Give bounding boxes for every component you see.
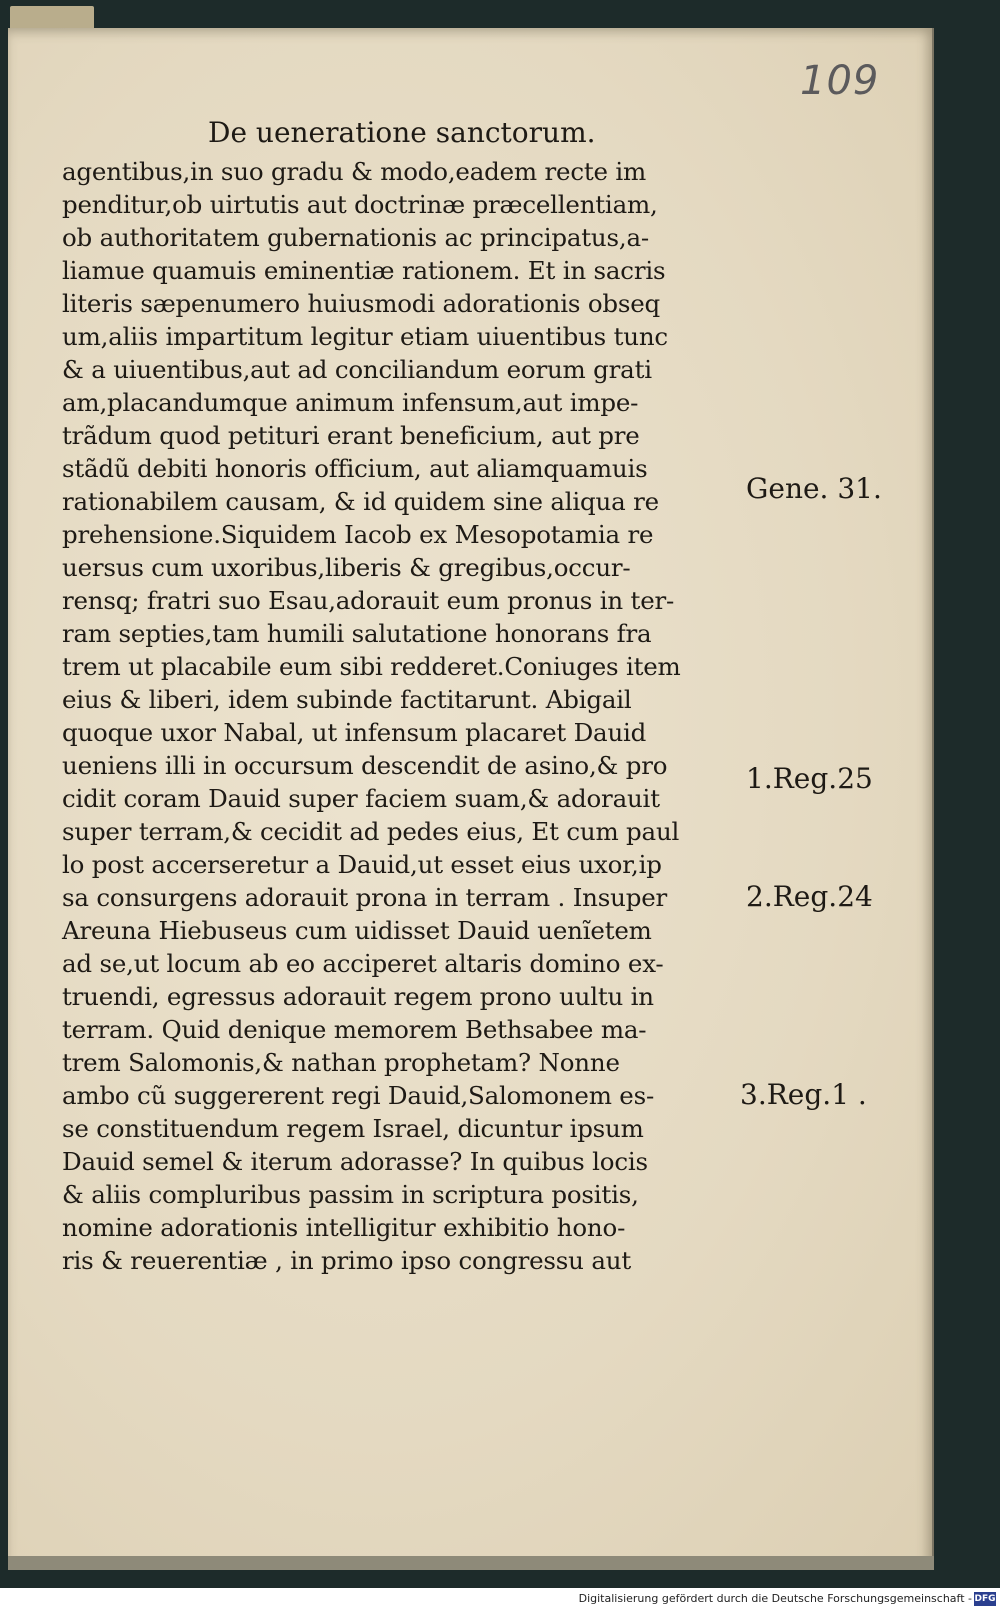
text-line: rensq; fratri suo Esau,adorauit eum pronus in ter- [62, 586, 675, 615]
text-line: ad se,ut locum ab eo acciperet altaris domino ex- [62, 949, 664, 978]
text-line: ob authoritatem gubernationis ac principatus,a- [62, 223, 649, 252]
text-line: trãdum quod petituri erant beneficium, aut pre [62, 421, 640, 450]
dfg-logo-icon: DFG [974, 1594, 996, 1604]
text-line: cidit coram Dauid super faciem suam,& adorauit [62, 784, 660, 813]
margin-note-3-reg: 3.Reg.1 . [740, 1078, 867, 1111]
text-line: ris & reuerentiæ , in primo ipso congressu aut [62, 1246, 631, 1275]
book-edge-tab [10, 6, 94, 30]
text-line: trem ut placabile eum sibi redderet.Coniuges item [62, 652, 681, 681]
text-line: ram septies,tam humili salutatione honorans fra [62, 619, 652, 648]
text-line: ueniens illi in occursum descendit de asino,& pro [62, 751, 668, 780]
text-line: Areuna Hiebuseus cum uidisset Dauid uenĩetem [62, 916, 652, 945]
text-line: penditur,ob uirtutis aut doctrinæ præcellentiam, [62, 190, 658, 219]
text-line: lo post accerseretur a Dauid,ut esset eius uxor,ip [62, 850, 662, 879]
text-line: & a uiuentibus,aut ad conciliandum eorum grati [62, 355, 652, 384]
text-line: stãdũ debiti honoris officium, aut aliamquamuis [62, 454, 648, 483]
body-text [62, 155, 730, 1277]
digitization-credit: Digitalisierung gefördert durch die Deutsche Forschungsgemeinschaft - [578, 1592, 972, 1605]
running-title: De ueneratione sanctorum. [208, 116, 596, 149]
folio-number: 109 [800, 58, 880, 104]
text-line: & aliis compluribus passim in scriptura positis, [62, 1180, 639, 1209]
text-line: nomine adorationis intelligitur exhibitio hono- [62, 1213, 626, 1242]
text-line: truendi, egressus adorauit regem prono uultu in [62, 982, 654, 1011]
text-line: agentibus,in suo gradu & modo,eadem recte im [62, 157, 647, 186]
text-line: um,aliis impartitum legitur etiam uiuentibus tunc [62, 322, 668, 351]
margin-note-genesis: Gene. 31. [746, 472, 882, 505]
text-line: prehensione.Siquidem Iacob ex Mesopotamia re [62, 520, 654, 549]
text-line: rationabilem causam, & id quidem sine aliqua re [62, 487, 659, 516]
text-line: se constituendum regem Israel, dicuntur ipsum [62, 1114, 644, 1143]
text-line: trem Salomonis,& nathan prophetam? Nonne [62, 1048, 620, 1077]
page-bottom-edge [8, 1556, 934, 1570]
margin-note-2-reg: 2.Reg.24 [746, 880, 873, 913]
text-line: terram. Quid denique memorem Bethsabee ma- [62, 1015, 647, 1044]
text-line: ambo cũ suggererent regi Dauid,Salomonem es- [62, 1081, 655, 1110]
text-line: quoque uxor Nabal, ut infensum placaret Dauid [62, 718, 647, 747]
text-line: sa consurgens adorauit prona in terram . Insuper [62, 883, 668, 912]
text-line: am,placandumque animum infensum,aut impe- [62, 388, 639, 417]
text-line: liamue quamuis eminentiæ rationem. Et in sacris [62, 256, 666, 285]
text-line: super terram,& cecidit ad pedes eius, Et cum paul [62, 817, 680, 846]
text-line: Dauid semel & iterum adorasse? In quibus locis [62, 1147, 648, 1176]
text-line: uersus cum uxoribus,liberis & gregibus,occur- [62, 553, 631, 582]
text-line: eius & liberi, idem subinde factitarunt. Abigail [62, 685, 632, 714]
margin-note-1-reg: 1.Reg.25 [746, 762, 873, 795]
text-line: literis sæpenumero huiusmodi adorationis obseq [62, 289, 661, 318]
